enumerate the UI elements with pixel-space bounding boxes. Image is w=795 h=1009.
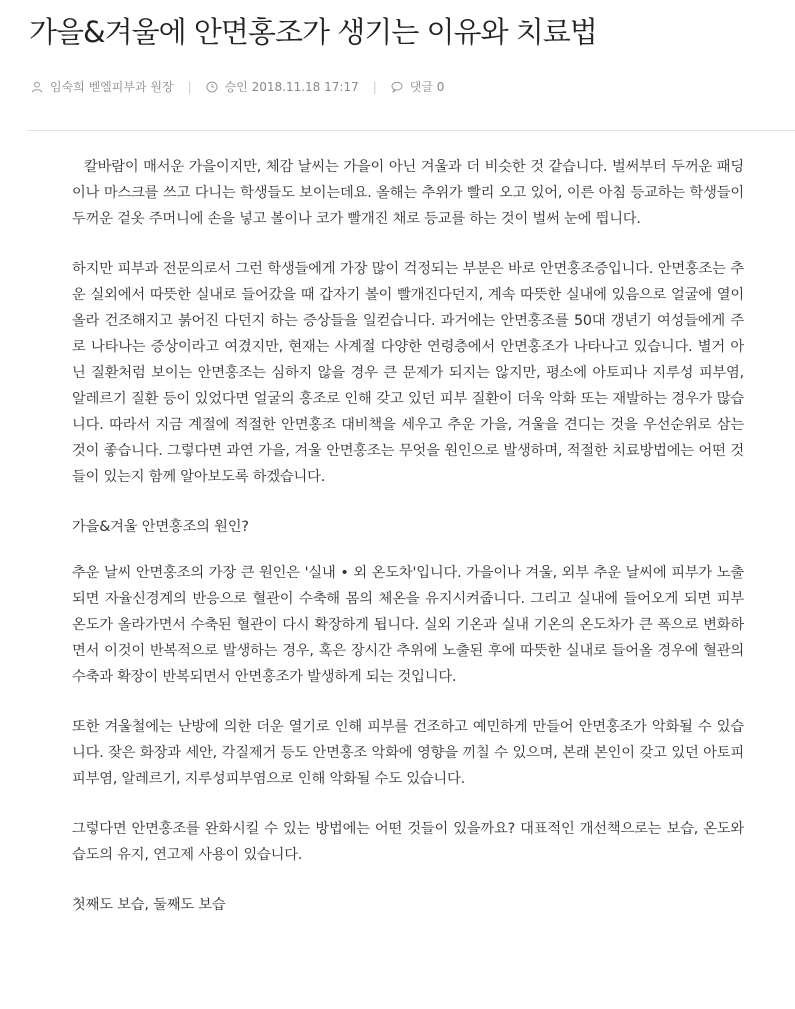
article-paragraph: 그렇다면 안면홍조를 완화시킬 수 있는 방법에는 어떤 것들이 있을까요? 대표적인 개선책으로는 보습, 온도와 습도의 유지, 연고제 사용이 있습니다. (72, 821, 744, 863)
article-paragraph: 하지만 피부과 전문의로서 그런 학생들에게 가장 많이 걱정되는 부분은 바로 안면홍조증입니다. 안면홍조는 추운 실외에서 따뜻한 실내로 들어갔을 때 갑자기 볼이 빨개진다던지, 계속 따뜻한 실내에 있음으로 얼굴에 열이 올라 건조해지고 붉어진 다던지 하는 증상들을 일컫습니다. 과거에는 안면홍조를 50대 갱년기 여성들에게 주로 나타나는 증상이라고 여겼지만, 현재는 사계절 다양한 연령층에서 안면홍조가 나타나고 있습니다. 별거 아닌 질환처럼 보이는 안면홍조는 심하지 않을 경우 큰 문제가 되지는 않지만, 평소에 아토피나 지루성 피부염, 알레르기 질환 등이 있었다면 얼굴의 홍조로 인해 갖고 있던 피부 질환이 더욱 악화 또는 재발하는 경우가 많습니다. 따라서 지금 계절에 적절한 안면홍조 대비책을 세우고 추운 가을, 겨울을 견디는 것을 우선순위로 삼는 것이 좋습니다. 그렇다면 과연 가을, 겨울 안면홍조는 무엇을 원인으로 발생하며, 적절한 치료방법에는 어떤 것들이 있는지 함께 알아보도록 하겠습니다. (72, 261, 744, 485)
header-divider (27, 130, 795, 131)
article-paragraph: 칼바람이 매서운 가을이지만, 체감 날씨는 가을이 아닌 겨울과 더 비슷한 것 같습니다. 벌써부터 두꺼운 패딩이나 마스크를 쓰고 다니는 학생들도 보이는데요. 올해는 추위가 빨리 오고 있어, 이른 아침 등교하는 학생들이 두꺼운 겉옷 주머니에 손을 넣고 볼이나 코가 빨개진 채로 등교를 하는 것이 벌써 눈에 띕니다. (72, 159, 744, 227)
article-body (72, 154, 744, 938)
article-paragraph: 또한 겨울철에는 난방에 의한 더운 열기로 인해 피부를 건조하고 예민하게 만들어 안면홍조가 악화될 수 있습니다. 잦은 화장과 세안, 각질제거 등도 안면홍조 악화에 영향을 끼칠 수 있으며, 본래 본인이 갖고 있던 아토피피부염, 알레르기, 지루성피부염으로 인해 악화될 수도 있습니다. (72, 719, 744, 787)
section-heading: 가을&겨울 안면홍조의 원인? (72, 519, 249, 535)
meta-divider: | (372, 79, 377, 94)
article-meta (31, 78, 444, 95)
approved-date (206, 78, 359, 95)
comments-link[interactable] (391, 78, 445, 95)
user-icon (31, 81, 43, 93)
meta-divider: | (187, 79, 192, 94)
clock-icon (206, 81, 218, 93)
author-info[interactable] (31, 78, 174, 95)
comment-icon (391, 81, 403, 93)
section-heading: 첫째도 보습, 둘째도 보습 (72, 897, 226, 913)
article-paragraph: 추운 날씨 안면홍조의 가장 큰 원인은 '실내 • 외 온도차'입니다. 가을이나 겨울, 외부 추운 날씨에 피부가 노출되면 자율신경계의 반응으로 혈관이 수축해 몸의 체온을 유지시켜줍니다. 그리고 실내에 들어오게 되면 피부 온도가 올라가면서 수축된 혈관이 다시 확장하게 됩니다. 실외 기온과 실내 기온의 온도차가 큰 폭으로 변화하면서 이것이 반복적으로 발생하는 경우, 혹은 장시간 추위에 노출된 후에 따뜻한 실내로 들어올 경우에 혈관의 수축과 확장이 반복되면서 안면홍조가 발생하게 되는 것입니다. (72, 565, 744, 685)
approved-text: 승인 2018.11.18 17:17 (224, 80, 359, 94)
article-title: 가을&겨울에 안면홍조가 생기는 이유와 치료법 (29, 15, 597, 49)
author-name: 임숙희 벧엘피부과 원장 (50, 80, 174, 94)
comments-count: 댓글 0 (409, 80, 445, 94)
